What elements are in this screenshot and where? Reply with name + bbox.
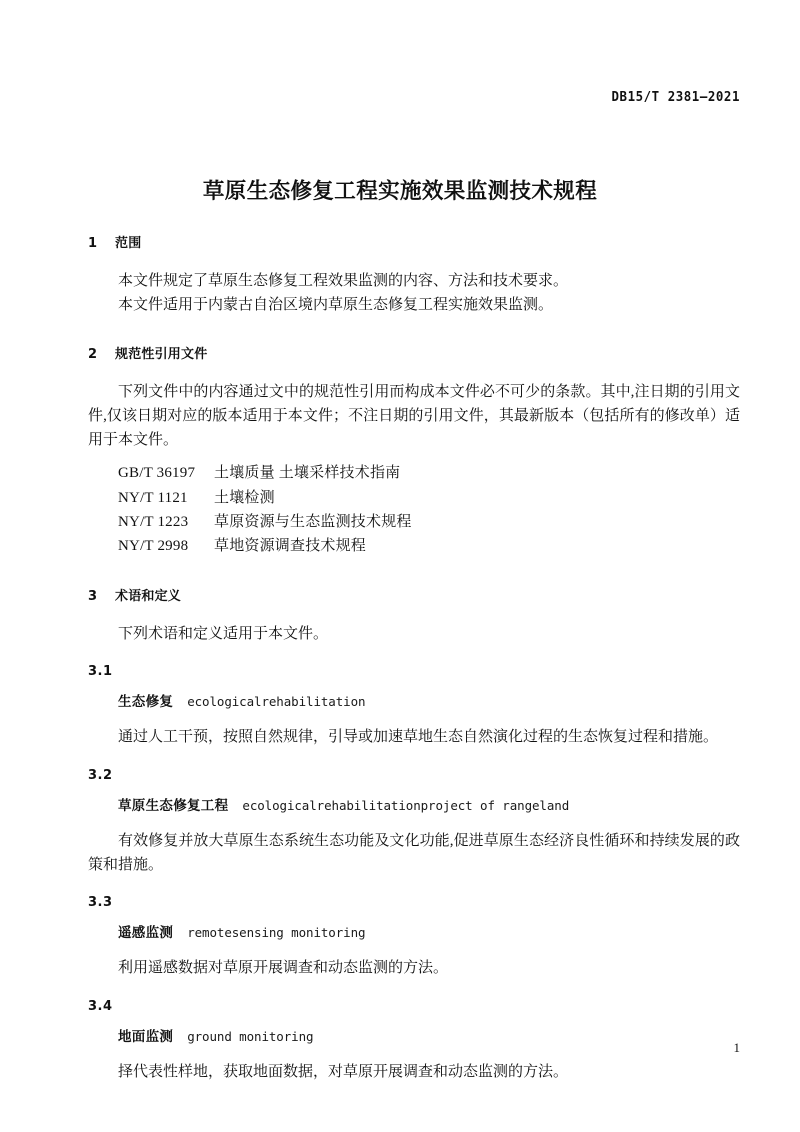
reference-title: 草原资源与生态监测技术规程 <box>214 514 412 531</box>
spacer <box>88 981 740 999</box>
list-item <box>118 510 740 534</box>
list-item <box>118 461 740 485</box>
spacer <box>88 783 740 796</box>
normative-reference-list <box>88 461 740 558</box>
term-name-cn: 遥感监测 <box>118 925 174 942</box>
subclause-number-3-3: 3.3 <box>88 895 113 911</box>
spacer <box>88 646 740 664</box>
page-title: 草原生态修复工程实施效果监测技术规程 <box>202 179 598 205</box>
term-name-en: ecologicalrehabilitationproject of rangeland <box>242 798 570 813</box>
term-definition-3-2: 有效修复并放大草原生态系统生态功能及文化功能,促进草原生态经济良性循环和持续发展的政策和措施。 <box>88 833 740 873</box>
reference-title: 草地资源调查技术规程 <box>214 538 367 555</box>
document-body <box>88 232 740 1085</box>
standard-code-header: DB15/T 2381—2021 <box>611 89 740 105</box>
scope-paragraph-1: 本文件规定了草原生态修复工程效果监测的内容、方法和技术要求。 <box>118 273 569 289</box>
clause-title: 术语和定义 <box>115 588 182 604</box>
list-item <box>118 486 740 510</box>
spacer <box>88 317 740 343</box>
term-definition-3-3: 利用遥感数据对草原开展调查和动态监测的方法。 <box>118 960 449 977</box>
term-name-en: ground monitoring <box>187 1029 314 1045</box>
spacer <box>88 910 740 923</box>
reference-code: NY/T 1223 <box>118 514 189 531</box>
term-name-en: ecologicalrehabilitation <box>187 694 366 710</box>
reference-title: 土壤检测 <box>214 489 275 506</box>
term-entry-3-2 <box>88 796 740 817</box>
term-definition-3-1: 通过人工干预，按照自然规律，引导或加速草地生态自然演化过程的生态恢复过程和措施。 <box>118 729 719 746</box>
term-definition-3-4: 择代表性样地，获取地面数据，对草原开展调查和动态监测的方法。 <box>118 1064 569 1081</box>
clause-number: 3 <box>88 588 98 604</box>
scope-paragraph-2: 本文件适用于内蒙古自治区境内草原生态修复工程实施效果监测。 <box>118 296 554 313</box>
spacer <box>88 817 740 830</box>
spacer <box>88 679 740 692</box>
term-name-en: remotesensing monitoring <box>187 925 366 941</box>
spacer <box>88 750 740 768</box>
spacer <box>88 452 740 461</box>
clause-number: 1 <box>88 236 98 251</box>
term-entry-3-3 <box>88 923 740 944</box>
term-entry-3-1 <box>88 692 740 713</box>
clause-heading-normative-references <box>88 343 740 362</box>
spacer <box>88 877 740 895</box>
subclause-number-3-2: 3.2 <box>88 768 113 783</box>
spacer <box>88 559 740 585</box>
spacer <box>88 251 740 270</box>
spacer <box>88 362 740 381</box>
term-name-cn: 生态修复 <box>118 694 174 711</box>
spacer <box>88 944 740 957</box>
reference-code: NY/T 2998 <box>118 538 189 555</box>
reference-code: NY/T 1121 <box>118 489 188 506</box>
normative-references-intro: 下列文件中的内容通过文中的规范性引用而构成本文件必不可少的条款。其中,注日期的引用文件,仅该日期对应的版本适用于本文件；不注日期的引用文件，其最新版本（包括所有的修改单）适用于本文件。 <box>88 384 740 448</box>
spacer <box>88 713 740 726</box>
clause-title: 规范性引用文件 <box>115 347 208 363</box>
spacer <box>88 604 740 623</box>
terms-intro: 下列术语和定义适用于本文件。 <box>118 625 329 642</box>
term-name-cn: 草原生态修复工程 <box>118 798 229 814</box>
footer-page-number: 1 <box>733 1040 740 1055</box>
clause-heading-scope <box>88 232 740 251</box>
subclause-number-3-4: 3.4 <box>88 999 113 1015</box>
clause-title: 范围 <box>115 236 142 251</box>
clause-heading-terms-and-definitions <box>88 585 740 604</box>
term-name-cn: 地面监测 <box>118 1029 174 1046</box>
subclause-number-3-1: 3.1 <box>88 664 113 680</box>
reference-code: GB/T 36197 <box>118 465 196 482</box>
clause-number: 2 <box>88 347 98 363</box>
list-item <box>118 534 740 558</box>
spacer <box>88 1014 740 1027</box>
reference-title: 土壤质量 土壤采样技术指南 <box>214 465 401 482</box>
